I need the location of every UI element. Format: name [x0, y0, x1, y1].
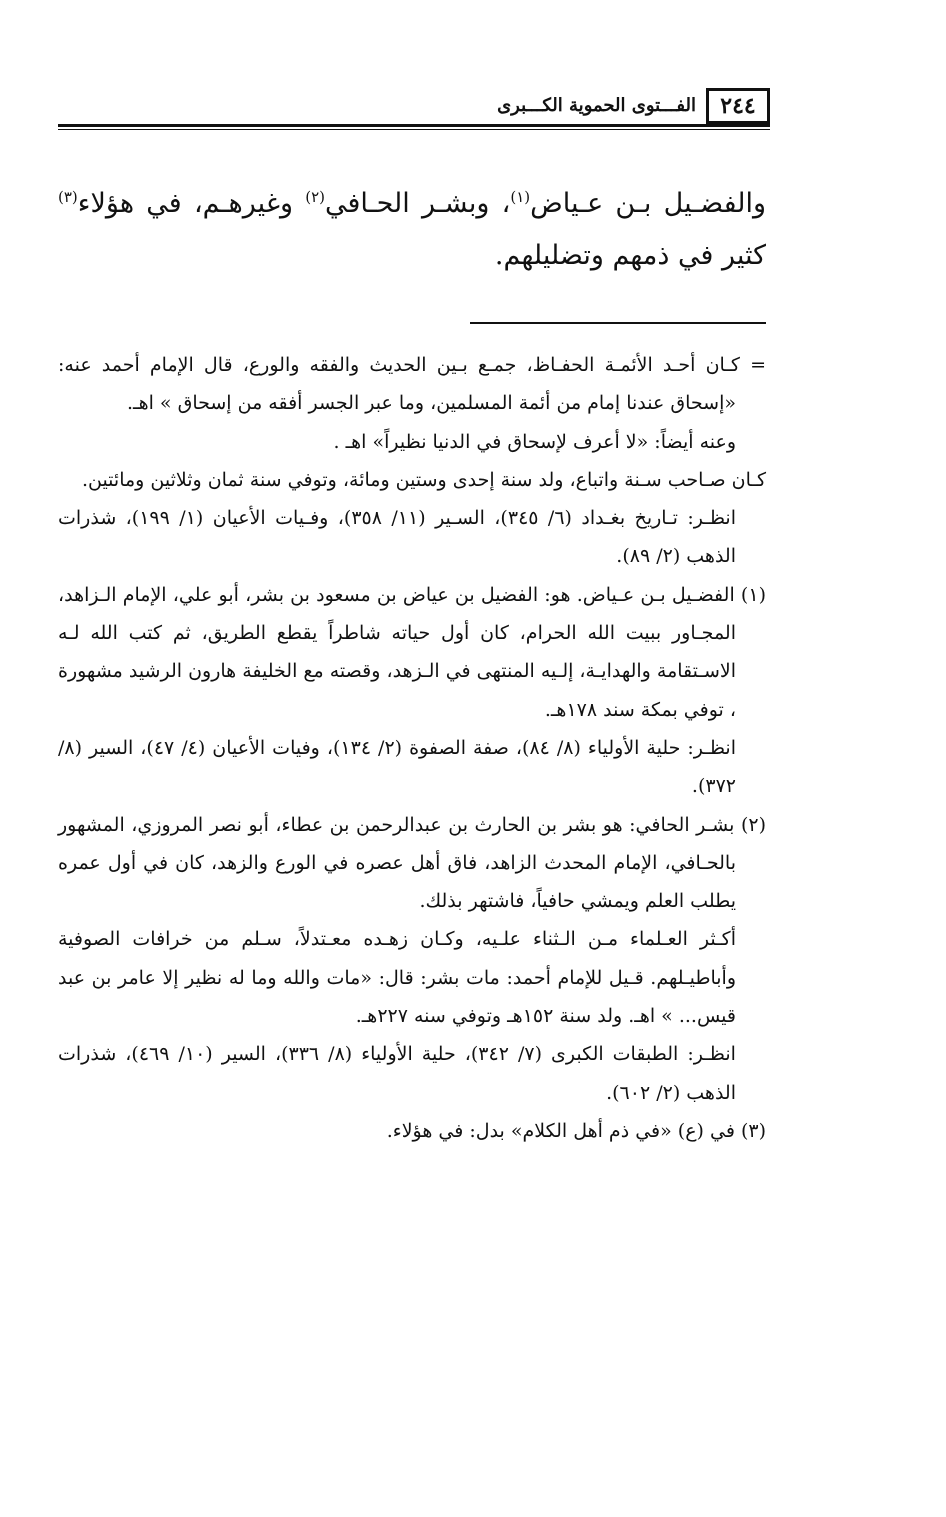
page-number-box: [706, 88, 770, 124]
footnote-2-p2: أكـثر العـلماء مـن الـثناء علـيه، وكـان زهـده معـتدلاً، سـلم من خرافات الصوفية وأباطيـلهم. قـيل للإمام أحمد: مات بشر: قال: «مات والله وما له نظير إلا عامر بن عبد قيس... » اهـ. ولد سنة ١٥٢هـ وتوفي سنه ٢٢٧هـ.: [58, 928, 736, 1028]
main-text: [58, 178, 766, 282]
footnote-continued-p1: = كـان أحـد الأئمـة الحفـاظ، جمـع بـين الحديث والفقه والورع، قال الإمام أحمد عنه: «إسحاق عندنا إمام من أئمة المسلمين، وما عبر الجسر أفقه من إسحاق » اهـ.: [58, 354, 766, 415]
footnote-1: (١) الفضـيل بـن عـياض. هو: الفضيل بن عياض بن مسعود بن بشر، أبو علي، الإمام الـزاهد، المجـاور ببيت الله الحرام، كان أول حياته شاطراً يقطع الطريق، ثم كتب الله لـه الاسـتقامة والهدايـة، إلـيه المنتهى في الـزهد، وقصته مع الخليفة هارون الرشيد مشهورة ، توفي بمكة سند ١٧٨هـ.: [57, 583, 766, 721]
footnote-2-sources: انظـر: الطبقات الكبرى (٧/ ٣٤٢)، حلية الأولياء (٨/ ٣٣٦)، السير (١٠/ ٤٦٩)، شذرات الذهب (٢/ ٦٠٢).: [58, 1043, 736, 1104]
footnote-ref-1: (١): [510, 188, 531, 206]
footnotes: [58, 346, 766, 1150]
footnote-ref-2: (٢): [305, 188, 326, 206]
main-text-part: والفضـيل بـن عـياض: [530, 188, 766, 219]
footnote-separator: [470, 322, 766, 324]
header-rule-thin: [58, 129, 770, 130]
footnote-continued-p2: وعنه أيضاً: «لا أعرف لإسحاق في الدنيا نظيراً» اهـ .: [333, 430, 736, 453]
page-number: ٢٤٤: [720, 93, 756, 119]
footnote-1-sources: انظـر: حلية الأولياء (٨/ ٨٤)، صفة الصفوة (٢/ ١٣٤)، وفيات الأعيان (٤/ ٤٧)، السير (٨/ ٣٧٢).: [58, 736, 736, 798]
header-rule-thick: [58, 124, 770, 127]
footnote-continued-p3: كـان صـاحب سـنة واتباع، ولد سنة إحدى وستين ومائة، وتوفي سنة ثمان وثلاثين ومائتين.: [81, 468, 766, 491]
footnote-2: (٢) بشـر الحافي: هو بشر بن الحارث بن عبدالرحمن بن عطاء، أبو نصر المروزي، المشهور بالحـافي، الإمام المحدث الزاهد، فاق أهل عصره في الورع والزهد، كان في أول عمره يطلب العلم ويمشي حافياً، فاشتهر بذلك.: [58, 813, 766, 913]
footnote-continued-sources: انظـر: تـاريخ بغـداد (٦/ ٣٤٥)، السـير (١١/ ٣٥٨)، وفـيات الأعيان (١/ ١٩٩)، شذرات الذهب (٢/ ٨٩).: [58, 507, 736, 568]
main-text-part: كثير في ذمهم وتضليلهم.: [494, 240, 766, 271]
main-paragraph: [58, 178, 766, 282]
main-text-part: ، وبشـر الحـافي: [325, 188, 511, 219]
main-text-part: وغيرهـم، في هؤلاء: [77, 188, 306, 219]
footnote-ref-3: (٣): [58, 188, 78, 206]
footnote-3: (٣) في (ع) «في ذم أهل الكلام» بدل: في هؤلاء.: [386, 1119, 766, 1142]
running-title: الفـــتوى الحموية الكـــبرى: [497, 95, 696, 116]
